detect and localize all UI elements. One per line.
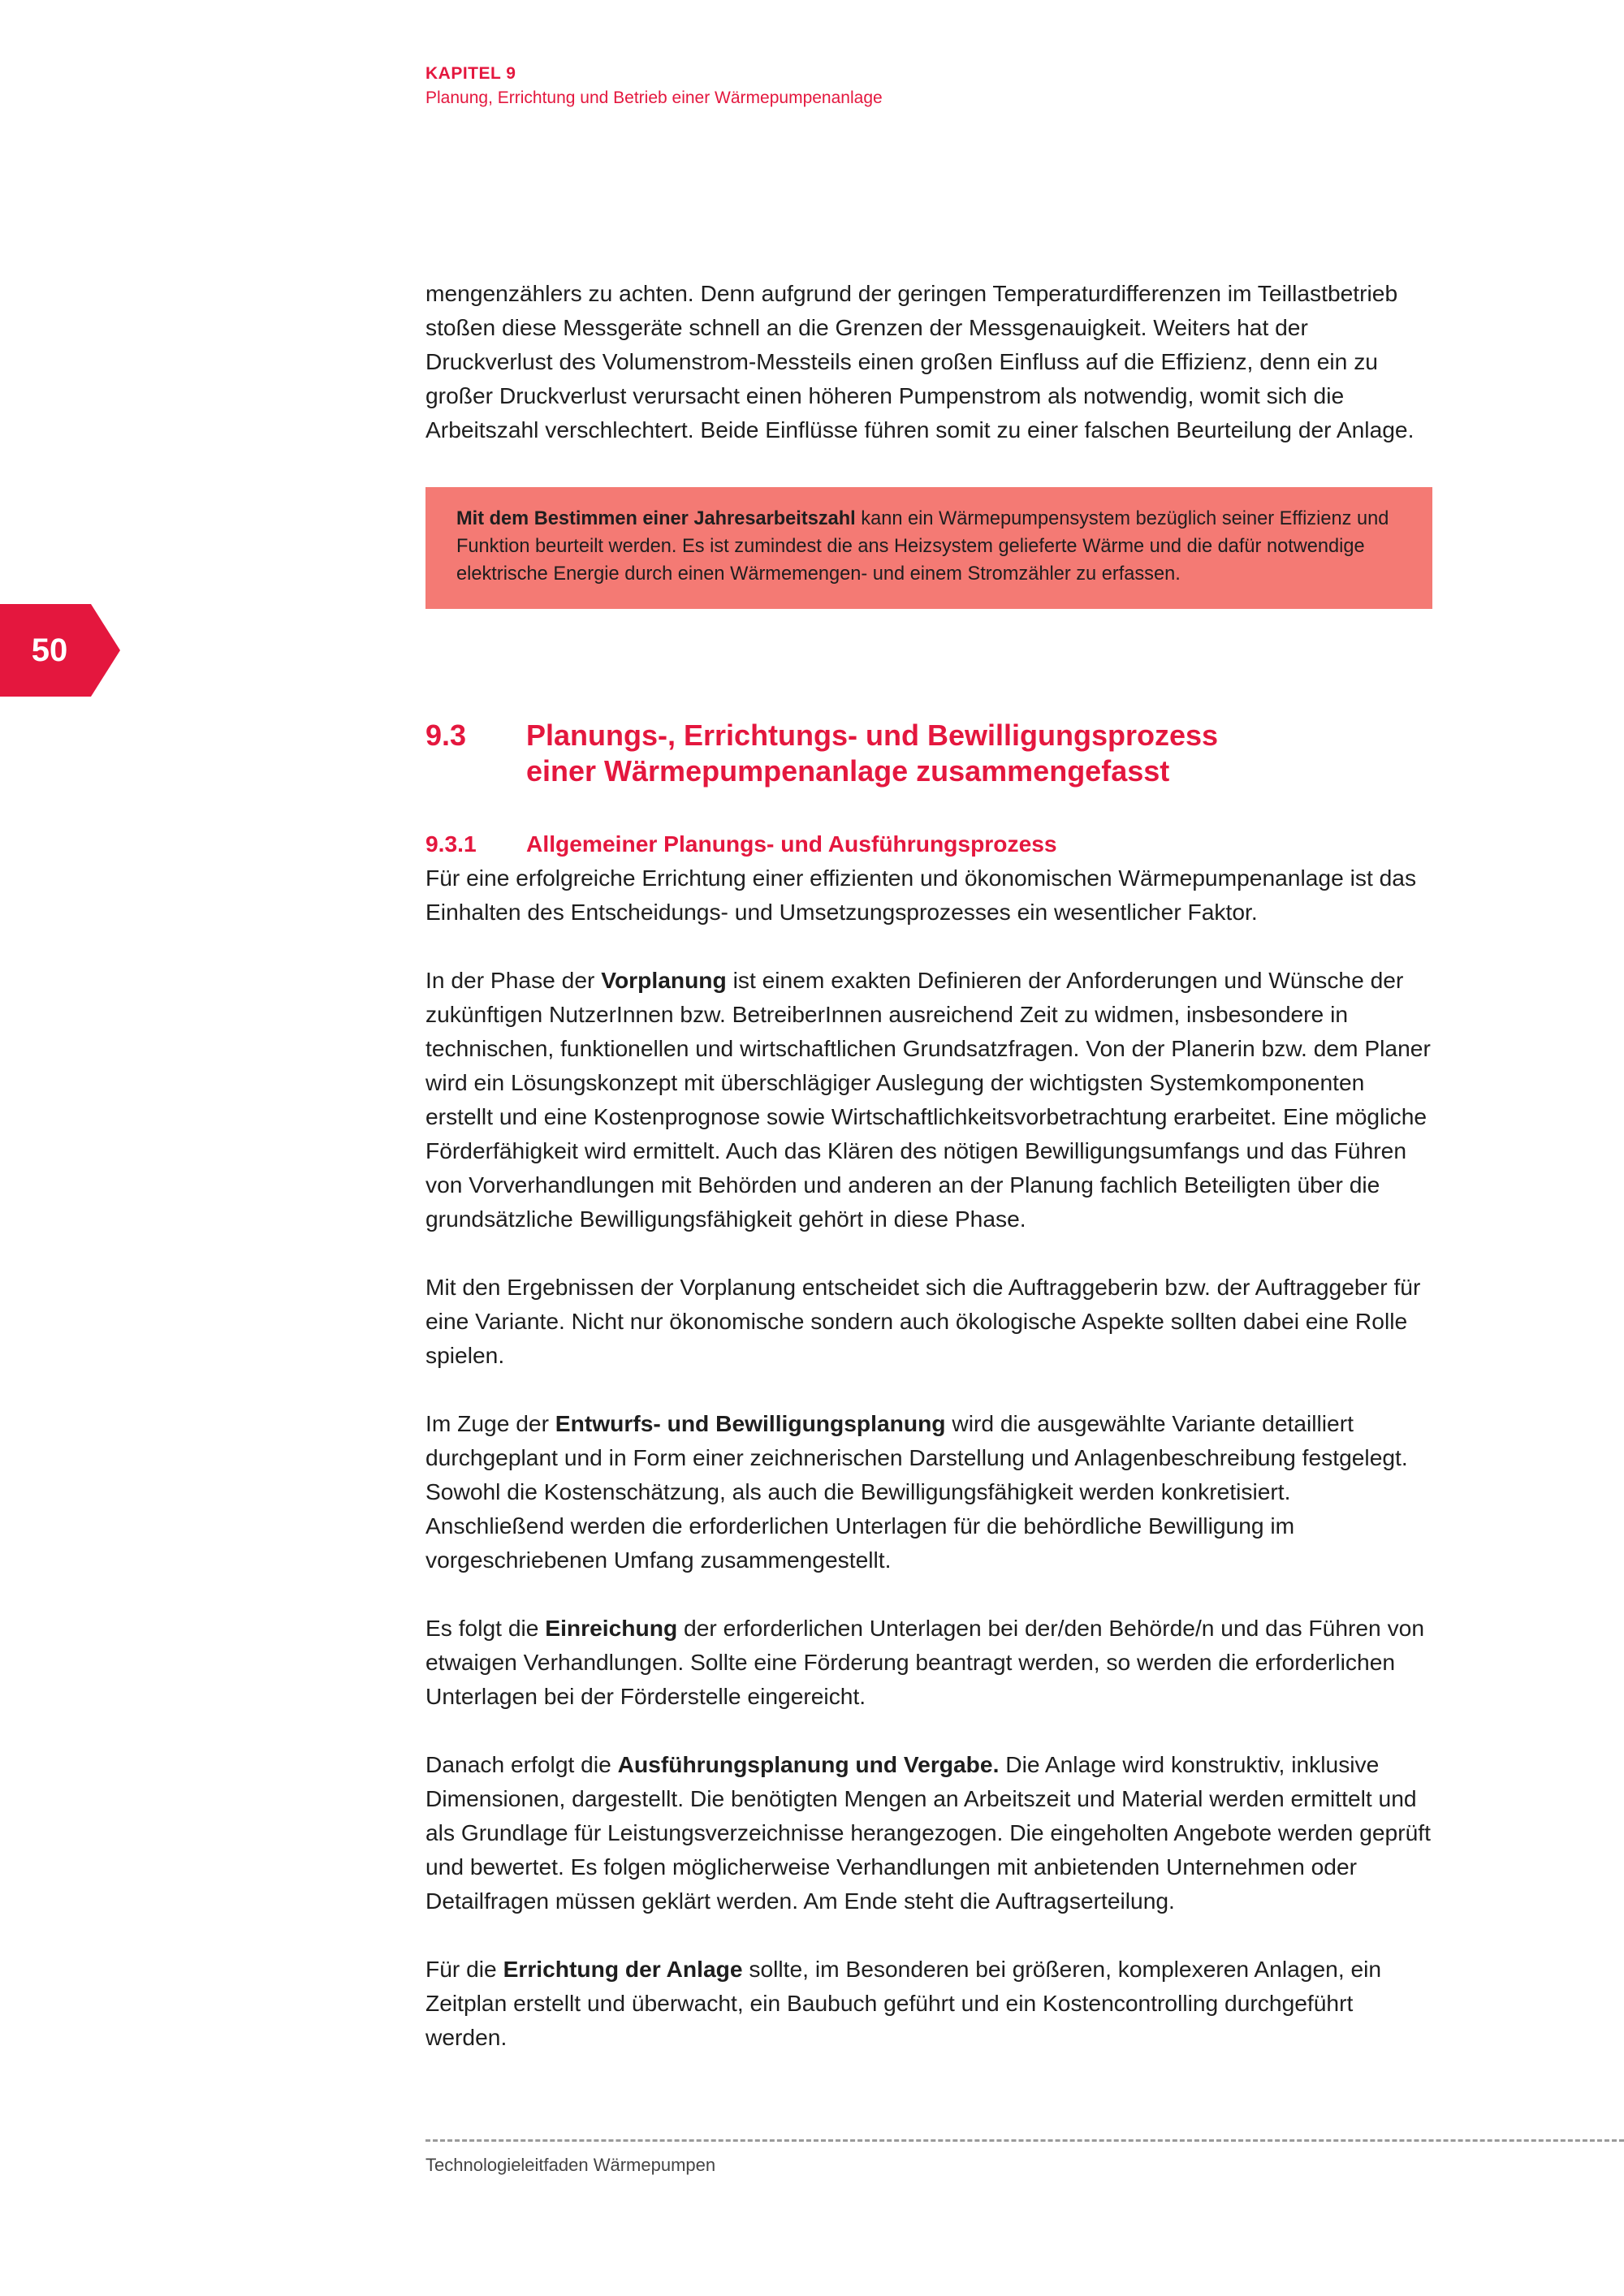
subsection-heading xyxy=(425,826,1432,861)
intro-text xyxy=(425,276,1432,447)
section-title-line2: einer Wärmepumpenanlage zusammengefasst xyxy=(526,754,1170,788)
paragraph-bold: Entwurfs- und Bewilligungsplanung xyxy=(555,1410,946,1436)
highlight-box xyxy=(425,487,1432,609)
section-9-3 xyxy=(425,718,1432,2054)
page-number: 50 xyxy=(31,632,68,668)
section-number: 9.3 xyxy=(425,719,467,752)
intro-paragraph: mengenzählers zu achten. Denn aufgrund der geringen Temperaturdifferenzen im Teillastbetrieb stoßen diese Messgeräte schnell an die Grenzen der Messgenauigkeit. Weiters hat der Druckverlust des Volumenstrom-Messteils einen großen Einfluss auf die Effizienz, denn ein zu großer Druckverlust verursacht einen höheren Pumpenstrom als notwendig, womit sich die Arbeitszahl verschlechtert. Beide Einflüsse führen somit zu einer falschen Beurteilung der Anlage. xyxy=(425,280,1415,442)
subsection-title: Allgemeiner Planungs- und Ausführungsprozess xyxy=(526,831,1057,857)
chapter-title: Planung, Errichtung und Betrieb einer Wärmepumpenanlage xyxy=(425,88,883,107)
highlight-text xyxy=(456,505,1402,588)
footer-divider xyxy=(425,2139,1624,2142)
paragraph: Für eine erfolgreiche Errichtung einer effizienten und ökonomischen Wärmepumpenanlage ist das Einhalten des Entscheidungs- und Umsetzungsprozesses ein wesentlicher Faktor. xyxy=(425,865,1417,925)
paragraph-bold: Errichtung der Anlage xyxy=(503,1956,743,1982)
paragraph: Im Zuge der Entwurfs- und Bewilligungsplanung wird die ausgewählte Variante detailliert durchgeplant und in Form einer zeichnerischen Darstellung und Anlagenbeschreibung festgelegt. Sowohl die Kostenschätzung, als auch die Bewilligungsfähigkeit werden konkretisiert. Anschließend werden die erforderlichen Unterlagen für die behördliche Bewilligung im vorgeschriebenen Umfang zusammengestellt. xyxy=(425,1410,1408,1573)
chapter-label: KAPITEL 9 xyxy=(425,64,516,83)
highlight-rest: kann ein Wärmepumpensystem bezüglich seiner Effizienz und Funktion beurteilt werden. Es ist zumindest die ans Heizsystem gelieferte Wärme und die dafür notwendige elektrische Energie durch einen Wärmemengen- und einem Stromzähler zu erfassen. xyxy=(456,508,1389,585)
subsection-number: 9.3.1 xyxy=(425,831,477,857)
paragraph: In der Phase der Vorplanung ist einem exakten Definieren der Anforderungen und Wünsche der zukünftigen NutzerInnen bzw. BetreiberInnen ausreichend Zeit zu widmen, insbesondere in technischen, funktionellen und wirtschaftlichen Grundsatzfragen. Von der Planerin bzw. dem Planer wird ein Lösungskonzept mit überschlägiger Auslegung der wichtigsten Systemkomponenten erstellt und eine Kostenprognose sowie Wirtschaftlichkeitsvorbetrachtung erarbeitet. Eine mögliche Förderfähigkeit wird ermittelt. Auch das Klären des nötigen Bewilligungsumfangs und das Führen von Vorverhandlungen mit Behörden und anderen an der Planung fachlich Beteiligten über die grundsätzliche Bewilligungsfähigkeit gehört in diese Phase. xyxy=(425,967,1431,1232)
section-title xyxy=(526,718,1218,789)
paragraph: Für die Errichtung der Anlage sollte, im Besonderen bei größeren, komplexeren Anlagen, ein Zeitplan erstellt und überwacht, ein Baubuch geführt und ein Kostencontrolling durchgeführt werden. xyxy=(425,1956,1382,2050)
paragraph-bold: Vorplanung xyxy=(601,967,727,993)
paragraph: Es folgt die Einreichung der erforderlichen Unterlagen bei der/den Behörde/n und das Führen von etwaigen Verhandlungen. Sollte eine Förderung beantragt werden, so werden die erforderlichen Unterlagen bei der Förderstelle eingereicht. xyxy=(425,1615,1425,1709)
paragraph-bold: Einreichung xyxy=(545,1615,678,1641)
footer-text: Technologieleitfaden Wärmepumpen xyxy=(425,2155,716,2175)
section-heading xyxy=(425,718,1432,789)
section-title-line1: Planungs-, Errichtungs- und Bewilligungsprozess xyxy=(526,719,1219,752)
page-header xyxy=(425,62,883,110)
highlight-bold: Mit dem Bestimmen einer Jahresarbeitszahl xyxy=(456,508,856,529)
paragraph: Danach erfolgt die Ausführungsplanung und Vergabe. Die Anlage wird konstruktiv, inklusive Dimensionen, dargestellt. Die benötigten Mengen an Arbeitszeit und Material werden ermittelt und als Grundlage für Leistungsverzeichnisse herangezogen. Die eingeholten Angebote werden geprüft und bewertet. Es folgen möglicherweise Verhandlungen mit anbietenden Unternehmen oder Detailfragen müssen geklärt werden. Am Ende steht die Auftragserteilung. xyxy=(425,1751,1431,1914)
paragraph: Mit den Ergebnissen der Vorplanung entscheidet sich die Auftraggeberin bzw. der Auftraggeber für eine Variante. Nicht nur ökonomische sondern auch ökologische Aspekte sollten dabei eine Rolle spielen. xyxy=(425,1274,1421,1368)
paragraph-bold: Ausführungsplanung und Vergabe. xyxy=(617,1751,1000,1777)
